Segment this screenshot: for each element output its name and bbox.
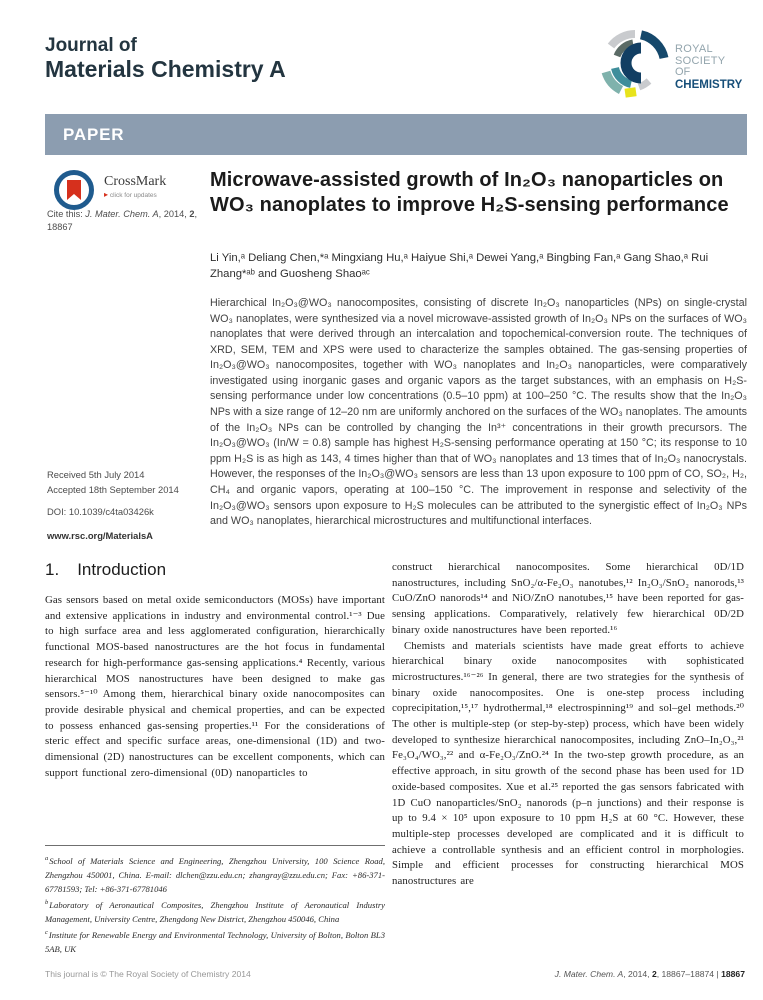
body-column-left <box>45 593 385 781</box>
footnote-b-text: Laboratory of Aeronautical Composites, Zhengzhou Institute of Aeronautical Industry Management, University Centre, Zhengdong New District, Zhengzhou 450046, China <box>45 899 385 924</box>
journal-masthead <box>45 36 286 81</box>
crossmark-arrow-icon: ▸ <box>104 190 109 199</box>
section-heading-introduction <box>45 560 166 580</box>
body-column-right <box>392 560 744 890</box>
cite-pages: , 18867 <box>47 209 197 233</box>
journal-name-line2: Materials Chemistry A <box>45 55 286 82</box>
rsc-text-chemistry: CHEMISTRY <box>675 78 743 91</box>
footer-separator: | <box>714 969 722 979</box>
footer-journal: J. Mater. Chem. A <box>554 969 624 979</box>
footer-copyright: This journal is © The Royal Society of Chemistry 2014 <box>45 969 251 979</box>
article-dates-block <box>47 468 217 543</box>
footer-page-number: 18867 <box>721 969 745 979</box>
footnote-a <box>45 852 385 896</box>
journal-website-link[interactable]: www.rsc.org/MaterialsA <box>47 529 153 541</box>
paper-type-banner <box>45 114 747 155</box>
footnote-c-text: Institute for Renewable Energy and Environmental Technology, University of Bolton, Bolton BL3 5AB, UK <box>45 929 385 954</box>
cite-year: , 2014, <box>158 209 190 219</box>
affiliation-footnotes <box>45 852 385 956</box>
received-date: Received 5th July 2014 <box>47 469 145 480</box>
rsc-text-line1: ROYAL SOCIETY <box>675 43 726 67</box>
body-paragraph: construct hierarchical nanocomposites. Some hierarchical 0D/1D nanostructures, including SnO₂/α-Fe₂O₃ nanotubes,¹² In₂O₃/SnO₂ nanorods,¹³ CuO/ZnO nanorods¹⁴ and NiO/ZnO nanotubes,¹⁵ have been reported for gas-sensing applications. Comparatively, relatively few hierarchical 0D/2D binary oxide nanostructures have been reported.¹⁶ <box>392 561 744 636</box>
footer-citation <box>555 969 745 979</box>
footnote-a-text: School of Materials Science and Engineering, Zhengzhou University, 100 Science Road, Zhengzhou 450001, China. E-mail: dlchen@zzu.edu.cn; zhangray@zzu.edu.cn; Fax: +86-371-67781593; Tel: +86-371-67781046 <box>45 855 385 894</box>
crossmark-name: CrossMark <box>104 174 167 189</box>
section-title: Introduction <box>77 560 167 579</box>
crossmark-tagline-text: click for updates <box>109 192 157 199</box>
doi: DOI: 10.1039/c4ta03426k <box>47 506 154 518</box>
paper-type-label: PAPER <box>63 124 125 144</box>
cite-journal: J. Mater. Chem. A <box>85 209 159 219</box>
footnote-divider <box>45 845 385 846</box>
footer-year: , 2014, <box>623 969 652 979</box>
body-paragraph: Gas sensors based on metal oxide semiconductors (MOSs) have important and extensive applications in industry and environmental control.¹⁻³ Due to high surface area and less agglomerated configuration, hierarchically functional MOS-based nanostructures are the hot focus in fundamental research for high-performance gas-sensing applications.⁴ Recently, various hierarchical MOS nanostructures have been designed to make gas sensors.⁵⁻¹⁰ Among them, hierarchical binary oxide nanocomposites can provide desirable physical and chemical properties, and can be expected to possess enhanced gas-sensing properties.¹¹ For the considerations of steric effect and specific surface areas, one-dimensional (1D) and two-dimensional (2D) nanostructures can be excellent components, which can support functional zero-dimensional (0D) nanoparticles to <box>45 594 385 779</box>
article-title: Microwave-assisted growth of In₂O₃ nanoparticles on WO₃ nanoplates to improve H₂S-sensing performance <box>210 169 729 217</box>
rsc-logo-text <box>675 44 747 91</box>
footnote-c <box>45 926 385 956</box>
footer-pages: , 18867–18874 <box>656 969 715 979</box>
footnote-b-marker: b <box>45 898 49 906</box>
rsc-text-of: OF <box>675 66 691 79</box>
footnote-a-marker: a <box>45 855 49 862</box>
cite-prefix: Cite this: <box>47 209 86 219</box>
section-number: 1. <box>45 560 60 579</box>
cite-volume: 2 <box>189 209 195 219</box>
footnote-b <box>45 896 385 926</box>
rsc-text-line2 <box>675 67 747 91</box>
abstract-text: Hierarchical In₂O₃@WO₃ nanocomposites, consisting of discrete In₂O₃ nanoparticles (NPs) on single-crystal WO₃ nanoplates, were synthesized via a novel microwave-assisted growth of In₂O₃ NPs on the surfaces of WO₃ nanoplates that were derived through an intercalation and topochemical-conversion route. The techniques of XRD, SEM, TEM and XPS were used to characterize the samples obtained. The gas-sensing properties of In₂O₃@WO₃ nanocomposites, together with WO₃ nanoplates and In₂O₃ nanoparticles, were comparatively investigated using inorganic gases and organic vapors as the target substances, with an emphasis on H₂S-sensing performance under low concentrations (0.5–10 ppm) at 100–250 °C. The results show that the In₂O₃ NPs with a size range of 12–20 nm are uniformly anchored on the surfaces of the WO₃ nanoplates. The amounts of the In₂O₃ NPs can be controlled by changing the In³⁺ concentrations in their growth precursors. The In₂O₃@WO₃ (In/W = 0.8) sample has highest H₂S-sensing performance operating at 150 °C; its response to 10 ppm H₂S is as high as 143, 4 times higher than that of WO₃ nanoplates and 13 times that of In₂O₃ nanocrystals. However, the responses of the In₂O₃@WO₃ sensors are less than 13 upon exposure to 100 ppm of CO, SO₂, H₂, CH₄ and organic vapors, operating at 100–150 °C. The improvement in response and selectivity of the In₂O₃@WO₃ sensors upon exposure to H₂S molecules can be attributed to the synergistic effect of In₂O₃ NPs and WO₃ nanoplates, hierarchical microstructures and multifunctional interfaces. <box>210 297 747 528</box>
accepted-date: Accepted 18th September 2014 <box>47 483 179 495</box>
rsc-logo <box>597 26 747 102</box>
footer-volume: 2 <box>651 969 657 979</box>
footnote-c-marker: c <box>45 928 48 936</box>
citation-line <box>47 208 207 235</box>
body-paragraph: Chemists and materials scientists have made great efforts to achieve hierarchical binary oxide nanocomposites with sophisticated microstructures.¹⁶⁻²⁶ In general, there are two strategies for the synthesis of binary oxide nanocomposites. One is one-step process including coprecipitation,¹⁵,¹⁷ hydrothermal,¹⁸ electrospinning¹⁹ and sol–gel methods.²⁰ The other is multiple-step (or step-by-step) process, which have been widely developed to synthesize hierarchical nanocomposites, including ZnO–In₂O₃,²¹ Fe₃O₄/WO₃,²² and α-Fe₂O₃/ZnO.²⁴ In the two-step growth procedure, as an effective approach, in situ growth of the second phase has been used for 1D oxide-based composites. Xue et al.²⁵ reported the gas sensors fabricated with 1D CuO nanoparticles/SnO₂ nanorods (p–n junctions) and their response is up to 9.4 × 10⁵ upon exposure to 10 ppm H₂S at 60 °C. However, these multiple-step processes developed are complicated and it is difficult to achieve a controllable synthesis and an efficient control in morphologies. Simple and efficient processes for constructing hierarchical MOS nanostructures are <box>392 639 744 888</box>
author-list: Li Yin,ᵃ Deliang Chen,*ᵃ Mingxiang Hu,ᵃ Haiyue Shi,ᵃ Dewei Yang,ᵃ Bingbing Fan,ᵃ Gang Shao,ᵃ Rui Zhang*ᵃᵇ and Guosheng Shaoᵃᶜ <box>210 252 709 280</box>
journal-name-line1: Journal of <box>45 35 137 56</box>
rsc-roundel-icon <box>597 26 673 102</box>
